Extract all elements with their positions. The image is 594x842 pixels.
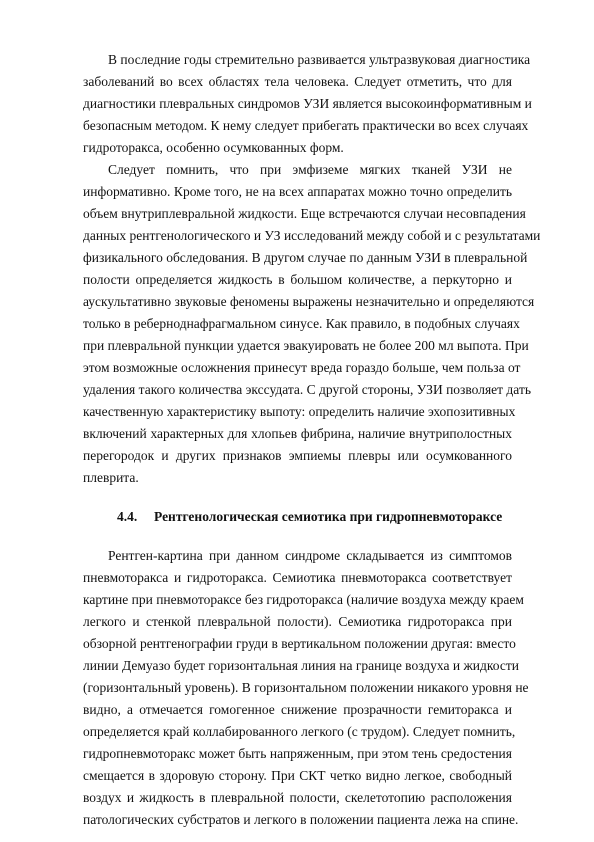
text-line: обзорной рентгенографии груди в вертикальном положении другая: вместо [83,636,516,651]
text-line: пневмоторакса и гидроторакса. Семиотика пневмоторакса соответствует [83,570,512,585]
text-line: перегородок и других признаков эмпиемы плевры или осумкованного [83,448,512,463]
text-line: Следует помнить, что при эмфиземе мягких тканей УЗИ не [108,162,512,177]
text-line: линии Демуазо будет горизонтальная линия на границе воздуха и жидкости [83,658,519,673]
text-line: включений характерных для хлопьев фибрина, наличие внутриполостных [83,426,512,441]
text-line: безопасным методом. К нему следует прибегать практически во всех случаях [83,118,529,133]
text-line: объем внутриплевральной жидкости. Еще встречаются случаи несовпадения [83,206,526,221]
text-line: физикального обследования. В другом случае по данным УЗИ в плевральной [83,250,528,265]
text-line: легкого и стенкой плевральной полости). Семиотика гидроторакса при [83,614,512,629]
text-line: заболеваний во всех областях тела человека. Следует отметить, что для [83,74,512,89]
text-line: В последние годы стремительно развивается ультразвуковая диагностика [108,52,531,67]
text-line: диагностики плевральных синдромов УЗИ является высокоинформативным и [83,96,532,111]
text-line: удаления такого количества экссудата. С другой стороны, УЗИ позволяет дать [83,382,532,397]
text-line: гидроторакса, особенно осумкованных форм. [83,140,344,155]
section-number: 4.4. [117,509,138,524]
text-line: Рентген-картина при данном синдроме складывается из симптомов [108,548,512,563]
text-line: полости определяется жидкость в большом количестве, а перкуторно и [83,272,512,287]
section-title: Рентгенологическая семиотика при гидропневмотораксе [154,509,503,524]
text-line: воздух и жидкость в плевральной полости, скелетотопию расположения [83,790,512,805]
text-line: (горизонтальный уровень). В горизонтальном положении никакого уровня не [83,680,529,695]
text-line: только в реберноднафрагмальном синусе. Как правило, в подобных случаях [83,316,520,331]
text-line: при плевральной пункции удается эвакуировать не более 200 мл выпота. При [83,338,529,353]
text-line: смещается в здоровую сторону. При СКТ четко видно легкое, свободный [83,768,512,783]
text-line: определяется край коллабированного легкого (с трудом). Следует помнить, [83,724,516,739]
text-line: плеврита. [83,470,139,485]
text-line: видно, а отмечается гомогенное снижение прозрачности гемиторакса и [83,702,512,717]
text-line: гидропневмоторакс может быть напряженным, при этом тень средостения [83,746,512,761]
text-line: данных рентгенологического и УЗ исследований между собой и с результатами [83,228,541,243]
text-line: картине при пневмотораксе без гидроторакса (наличие воздуха между краем [83,592,524,607]
text-line: качественную характеристику выпоту: определить наличие эхопозитивных [83,404,516,419]
text-line: этом возможные осложнения принесут вреда гораздо больше, чем польза от [83,360,521,375]
text-line: информативно. Кроме того, не на всех аппаратах можно точно определить [83,184,512,199]
text-line: аускультативно звуковые феномены выражены незначительно и определяются [83,294,535,309]
text-line: патологических субстратов и легкого в положении пациента лежа на спине. [83,812,519,827]
